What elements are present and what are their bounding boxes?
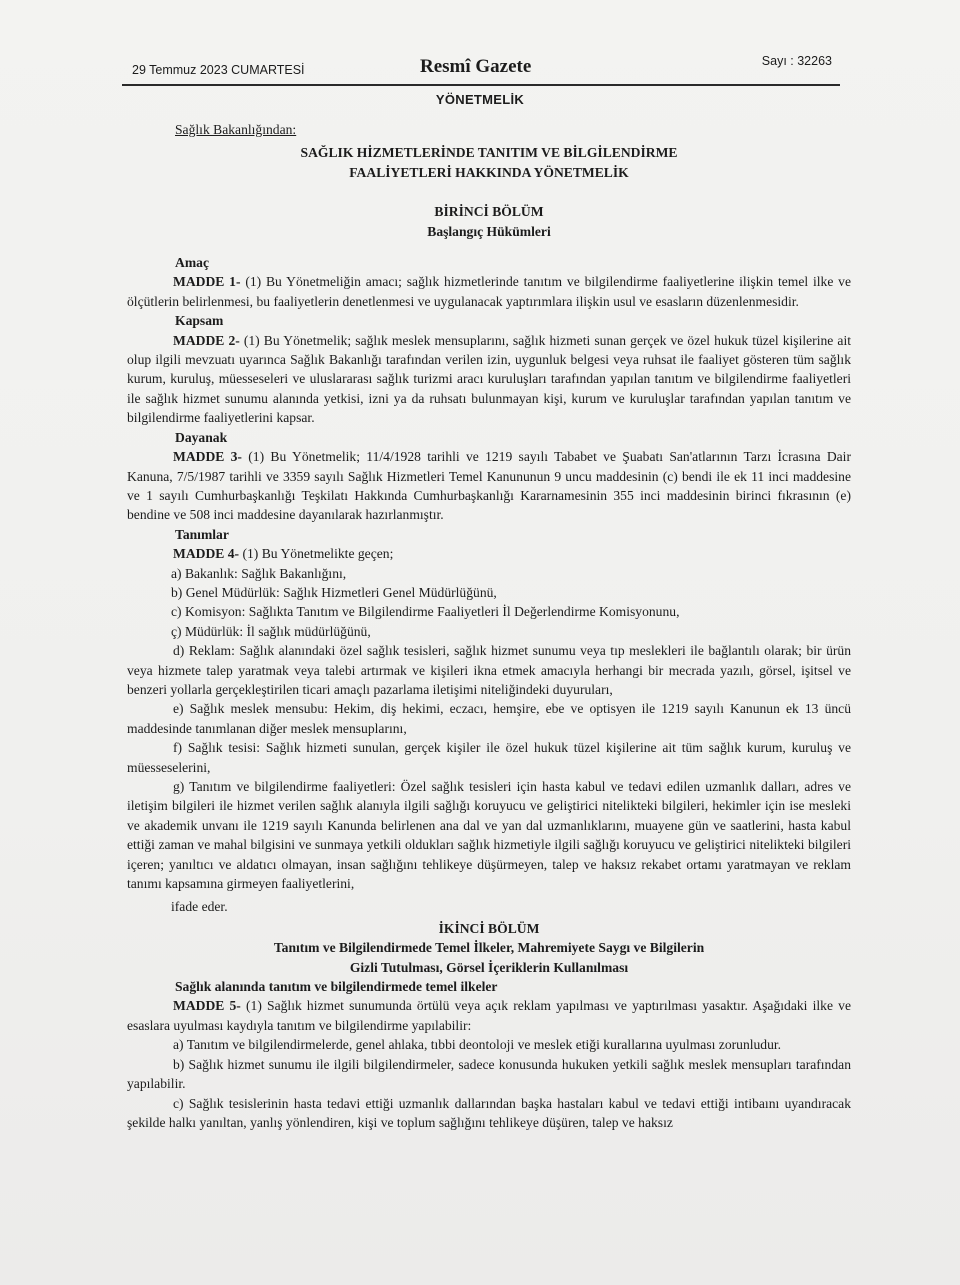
definition-b: b) Genel Müdürlük: Sağlık Hizmetleri Genel Müdürlüğünü,: [171, 584, 497, 600]
definition-f: f) Sağlık tesisi: Sağlık hizmeti sunulan, gerçek kişiler ile özel hukuk tüzel kişilerine ait tüm sağlık kurum, kuruluş ve müesseselerini,: [127, 740, 851, 775]
article-3-text: (1) Bu Yönetmelik; 11/4/1928 tarihli ve 1219 sayılı Tababet ve Şuabatı San'atlarının Tarzı İcrasına Dair Kanuna, 7/5/1987 tarihli ve 3359 sayılı Sağlık Hizmetleri Temel Kanununun 9 uncu maddesinin (c) bendi ile ek 11 inci maddesine ve 1 sayılı Cumhurbaşkanlığı Teşkilatı Hakkında Cumhurbaşkanlığı Kararnamesinin 355 inci maddesinin birinci fıkrasının (e) bendine ve 508 inci maddesine dayanılarak hazırlanmıştır.: [127, 449, 851, 523]
regulation-title-line-1: SAĞLIK HİZMETLERİNDE TANITIM VE BİLGİLENDİRME: [300, 145, 678, 161]
article-2: [127, 331, 851, 428]
article-1-text: (1) Bu Yönetmeliğin amacı; sağlık hizmetlerinde tanıtım ve bilgilendirme faaliyetlerine ilişkin temel ilke ve ölçütlerin belirlenmesi, bu faaliyetlerin denetlenmesi ve uygulanacak yaptırımlara ilişkin usul ve esasların düzenlenmesidir.: [127, 274, 851, 309]
principle-b: b) Sağlık hizmet sunumu ile ilgili bilgilendirmeler, sadece konusunda hukuken yetkili sağlık meslek mensupları tarafından yapılabilir.: [127, 1056, 851, 1092]
part-1-subtitle: Başlangıç Hükümleri: [427, 223, 551, 239]
document-category: YÖNETMELİK: [435, 92, 525, 107]
header-rule: [122, 84, 840, 86]
issuing-ministry: Sağlık Bakanlığından:: [175, 122, 297, 137]
article-2-label: MADDE 2-: [173, 332, 240, 348]
part-2-subtitle-line-2: Gizli Tutulması, Görsel İçeriklerin Kullanılması: [349, 959, 629, 975]
part-2-title: İKİNCİ BÖLÜM: [438, 920, 540, 936]
section-heading-tanimlar: Tanımlar: [175, 526, 229, 542]
article-3: [127, 447, 851, 525]
article-1: [127, 272, 851, 311]
part-1-title: BİRİNCİ BÖLÜM: [434, 204, 544, 220]
part-1-heading: [127, 202, 851, 241]
document-body: [127, 120, 851, 1132]
definition-e: e) Sağlık meslek mensubu: Hekim, diş hekimi, eczacı, hemşire, ebe ve optisyen ile 1219 sayılı Kanunun ek 13 üncü maddesinde tanımlanan diğer meslek mensuplarını,: [127, 701, 851, 736]
article-3-label: MADDE 3-: [173, 449, 242, 465]
article-5: [127, 996, 851, 1035]
regulation-title: [127, 143, 851, 182]
article-4-text: (1) Bu Yönetmelikte geçen;: [239, 546, 394, 562]
article-2-text: (1) Bu Yönetmelik; sağlık meslek mensuplarını, sağlık hizmeti sunan gerçek ve özel hukuk tüzel kişilerine ait olup ilgili mevzuatı uyarınca Sağlık Bakanlığı tarafından verilen izin, uygunluk belgesi veya ruhsat ile faaliyet gösteren tüm sağlık kurum, kuruluş, müesseseleri ve uluslararası sağlık turizmi aracı kuruluşları tarafından yapılan tanıtım ve bilgilendirme faaliyetleri ile sağlık hizmet sunumu alanında yetkisi, izni ya da ruhsatı bulunmayan kişi, kurum ve kuruluşlar tarafından yapılan tanıtım ve bilgilendirme faaliyetlerini kapsar.: [127, 332, 851, 426]
definition-c-cedilla: ç) Müdürlük: İl sağlık müdürlüğünü,: [171, 623, 371, 639]
regulation-title-line-2: FAALİYETLERİ HAKKINDA YÖNETMELİK: [349, 164, 629, 180]
principle-a: a) Tanıtım ve bilgilendirmelerde, genel ahlaka, tıbbi deontoloji ve meslek etiği kurallarına uyulması zorunludur.: [173, 1037, 782, 1053]
definition-g: g) Tanıtım ve bilgilendirme faaliyetleri: Özel sağlık tesisleri için hasta kabul ve tedavi edilen uzmanlık dalları, adres ve iletişim bilgileri ile hizmet verilen sağlık alanıyla ilgili sağlığı koruyucu ve geliştirici nitelikteki bilgileri, hekimler için ise mesleki ve akademik unvanı ile 1219 sayılı Kanunda belirlenen ana dal ve yan dal uzmanlıklarını, muayene gün ve saatlerini, hasta kabul ettiği zaman ve mahal bilgisini ve sunmaya yetkili oldukları sağlık hizmetiyle ilgili sağlığı koruyucu ve geliştirici nitelikteki bilgileri içeren; yanıltıcı ve aldatıcı olmayan, insan sağlığını tehlikeye düşürmeyen, talep ve haksız rekabet ortamı yaratmayan ve reklam tanımı kapsamına girmeyen faaliyetlerini,: [127, 779, 851, 892]
definition-a: a) Bakanlık: Sağlık Bakanlığını,: [171, 565, 347, 581]
article-4: [127, 544, 851, 563]
issue-number: Sayı : 32263: [761, 54, 832, 68]
section-heading-madde-5: Sağlık alanında tanıtım ve bilgilendirmede temel ilkeler: [175, 979, 498, 995]
article-4-label: MADDE 4-: [173, 546, 240, 562]
section-heading-kapsam: Kapsam: [175, 313, 224, 329]
header-date: 29 Temmuz 2023 CUMARTESİ: [132, 63, 305, 77]
section-heading-dayanak: Dayanak: [175, 429, 228, 445]
part-2-subtitle-line-1: Tanıtım ve Bilgilendirmede Temel İlkeler, Mahremiyete Saygı ve Bilgilerin: [273, 940, 705, 956]
definition-c: c) Komisyon: Sağlıkta Tanıtım ve Bilgilendirme Faaliyetleri İl Değerlendirme Komisyonunu,: [171, 604, 680, 620]
definition-d: d) Reklam: Sağlık alanındaki özel sağlık tesisleri, sağlık hizmet sunumu veya tıp meslekleri ile bağlantılı olarak; bir ürün veya hizmete talep yaratmak veya talebi artırmak ve kişileri ikna etmek amacıyla herhangi bir mecrada yazılı, görsel, işitsel ve benzeri yollarla gerçekleştirilen ticari amaçlı pazarlama iletişimi niteliğindeki duyuruları,: [127, 643, 851, 697]
article-5-text: (1) Sağlık hizmet sunumunda örtülü veya açık reklam yapılması ve yaptırılması yasaktır. Aşağıdaki ilke ve esaslara uyulması kaydıyla tanıtım ve bilgilendirme yapılabilir:: [127, 998, 851, 1033]
article-1-label: MADDE 1-: [173, 274, 241, 290]
gazette-title: Resmî Gazete: [420, 56, 532, 77]
definitions-closing: ifade eder.: [171, 899, 228, 915]
section-heading-amac: Amaç: [175, 255, 209, 271]
part-2-heading: [127, 919, 851, 977]
gazette-header: [122, 54, 842, 88]
article-5-label: MADDE 5-: [173, 998, 241, 1014]
principle-c: c) Sağlık tesislerinin hasta tedavi ettiği uzmanlık dallarından başka hastaları kabul ve tedavi ettiği intibaını uyandıracak şekilde halkı yanıltan, yanlış yönlendiren, kişi ve toplum sağlığını tehlikeye düşüren, talep ve haksız: [127, 1095, 851, 1130]
